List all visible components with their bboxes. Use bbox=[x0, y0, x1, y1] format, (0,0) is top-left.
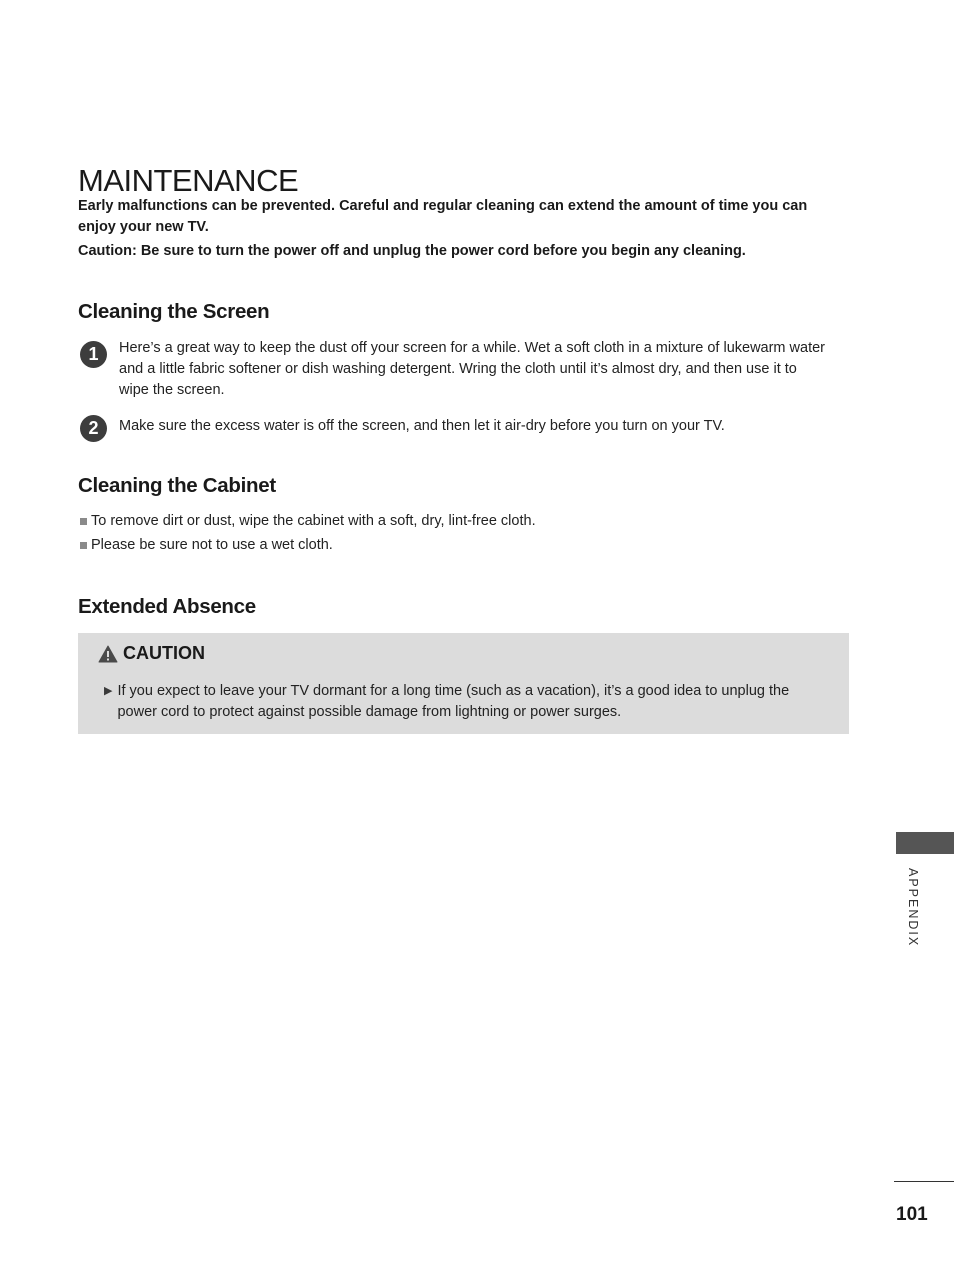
triangle-bullet-icon: ▶ bbox=[104, 685, 113, 697]
caution-header bbox=[98, 643, 205, 664]
caution-box bbox=[78, 633, 849, 734]
bullet-text: To remove dirt or dust, wipe the cabinet with a soft, dry, lint-free cloth. bbox=[91, 513, 536, 529]
cabinet-bullet-list bbox=[80, 509, 820, 557]
caution-text: If you expect to leave your TV dormant for a long time (such as a vacation), it’s a good idea to unplug the power cord to protect against possible damage from lightning or power surges. bbox=[117, 683, 790, 720]
appendix-side-label: APPENDIX bbox=[906, 868, 920, 948]
step-number-badge: 1 bbox=[80, 341, 107, 368]
page-title: MAINTENANCE bbox=[78, 162, 299, 198]
intro-text: Early malfunctions can be prevented. Careful and regular cleaning can extend the amount of time you can enjoy your new TV. bbox=[78, 198, 808, 235]
list-item bbox=[80, 533, 820, 557]
intro-caution-text: Caution: Be sure to turn the power off and unplug the power cord before you begin any cleaning. bbox=[78, 243, 746, 259]
square-bullet-icon bbox=[80, 518, 87, 525]
step-text: Make sure the excess water is off the screen, and then let it air-dry before you turn on your TV. bbox=[119, 418, 725, 434]
list-item bbox=[80, 509, 820, 533]
square-bullet-icon bbox=[80, 542, 87, 549]
step-text: Here’s a great way to keep the dust off your screen for a while. Wet a soft cloth in a mixture of lukewarm water and a little fabric softener or dish washing detergent. Wring the cloth until it’s almost dry, and then use it to wipe the screen. bbox=[119, 340, 825, 398]
appendix-tab-marker bbox=[896, 832, 954, 854]
section-heading-extended-absence: Extended Absence bbox=[78, 595, 256, 618]
page-number: 101 bbox=[896, 1204, 928, 1225]
footer-divider bbox=[894, 1181, 954, 1182]
caution-item bbox=[104, 681, 814, 723]
bullet-text: Please be sure not to use a wet cloth. bbox=[91, 537, 333, 553]
section-heading-cleaning-screen: Cleaning the Screen bbox=[78, 300, 270, 323]
section-heading-cleaning-cabinet: Cleaning the Cabinet bbox=[78, 474, 276, 497]
warning-triangle-icon bbox=[98, 645, 118, 663]
step-number-badge: 2 bbox=[80, 415, 107, 442]
intro-block bbox=[78, 196, 838, 262]
caution-label: CAUTION bbox=[123, 643, 205, 663]
